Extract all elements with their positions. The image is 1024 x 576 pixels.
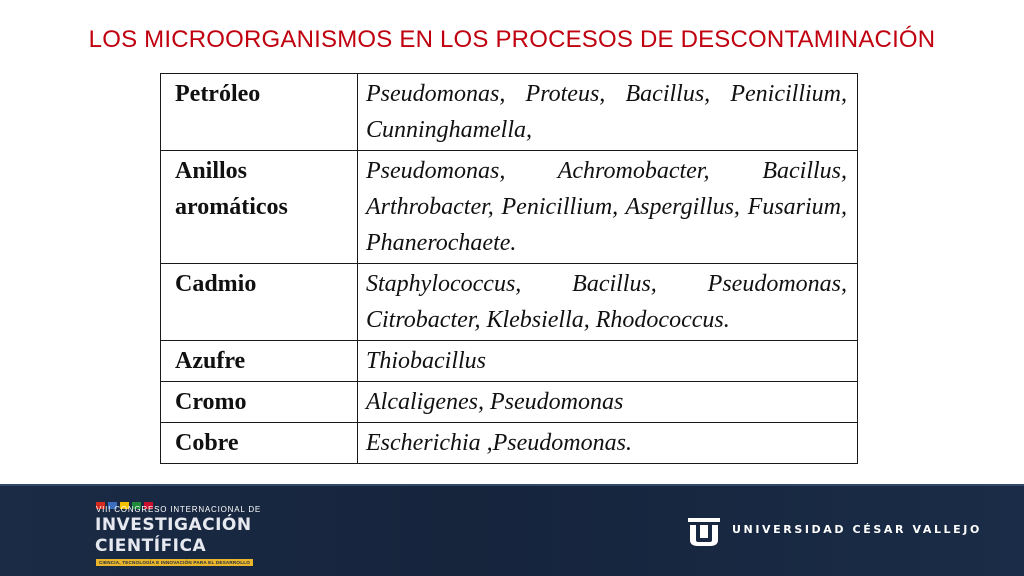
footer-band	[0, 484, 1024, 576]
organisms-cell: Pseudomonas, Achromobacter, Bacillus, Arthrobacter, Penicillium, Aspergillus, Fusarium, Phanerochaete.	[358, 151, 858, 264]
congress-tagline: CIENCIA, TECNOLOGÍA E INNOVACIÓN PARA EL DESARROLLO	[96, 559, 253, 566]
microorganisms-table	[160, 73, 858, 464]
substance-cell: Cadmio	[161, 264, 358, 341]
organisms-cell: Staphylococcus, Bacillus, Pseudomonas, Citrobacter, Klebsiella, Rhodococcus.	[358, 264, 858, 341]
substance-cell: Azufre	[161, 341, 358, 382]
substance-cell: Cobre	[161, 423, 358, 464]
organisms-cell: Alcaligenes, Pseudomonas	[358, 382, 858, 423]
table-row	[161, 382, 858, 423]
table-row	[161, 264, 858, 341]
table-row	[161, 74, 858, 151]
substance-cell: Cromo	[161, 382, 358, 423]
slide-title: LOS MICROORGANISMOS EN LOS PROCESOS DE DESCONTAMINACIÓN	[88, 26, 936, 53]
congress-title-line2: CIENTÍFICA	[95, 536, 207, 556]
substance-cell: Anillos aromáticos	[161, 151, 358, 264]
substance-cell: Petróleo	[161, 74, 358, 151]
organisms-cell: Thiobacillus	[358, 341, 858, 382]
university-name: UNIVERSIDAD CÉSAR VALLEJO	[732, 523, 982, 536]
table-row	[161, 423, 858, 464]
organisms-cell: Pseudomonas, Proteus, Bacillus, Penicillium, Cunninghamella,	[358, 74, 858, 151]
congress-logo	[92, 496, 282, 572]
table-row	[161, 341, 858, 382]
footer-divider	[0, 484, 1024, 486]
university-logo-icon	[686, 514, 722, 546]
congress-title-line1: INVESTIGACIÓN	[95, 515, 252, 535]
country-flags	[96, 496, 156, 504]
table-row	[161, 151, 858, 264]
congress-edition: VIII CONGRESO INTERNACIONAL DE	[96, 505, 262, 514]
organisms-cell: Escherichia ,Pseudomonas.	[358, 423, 858, 464]
